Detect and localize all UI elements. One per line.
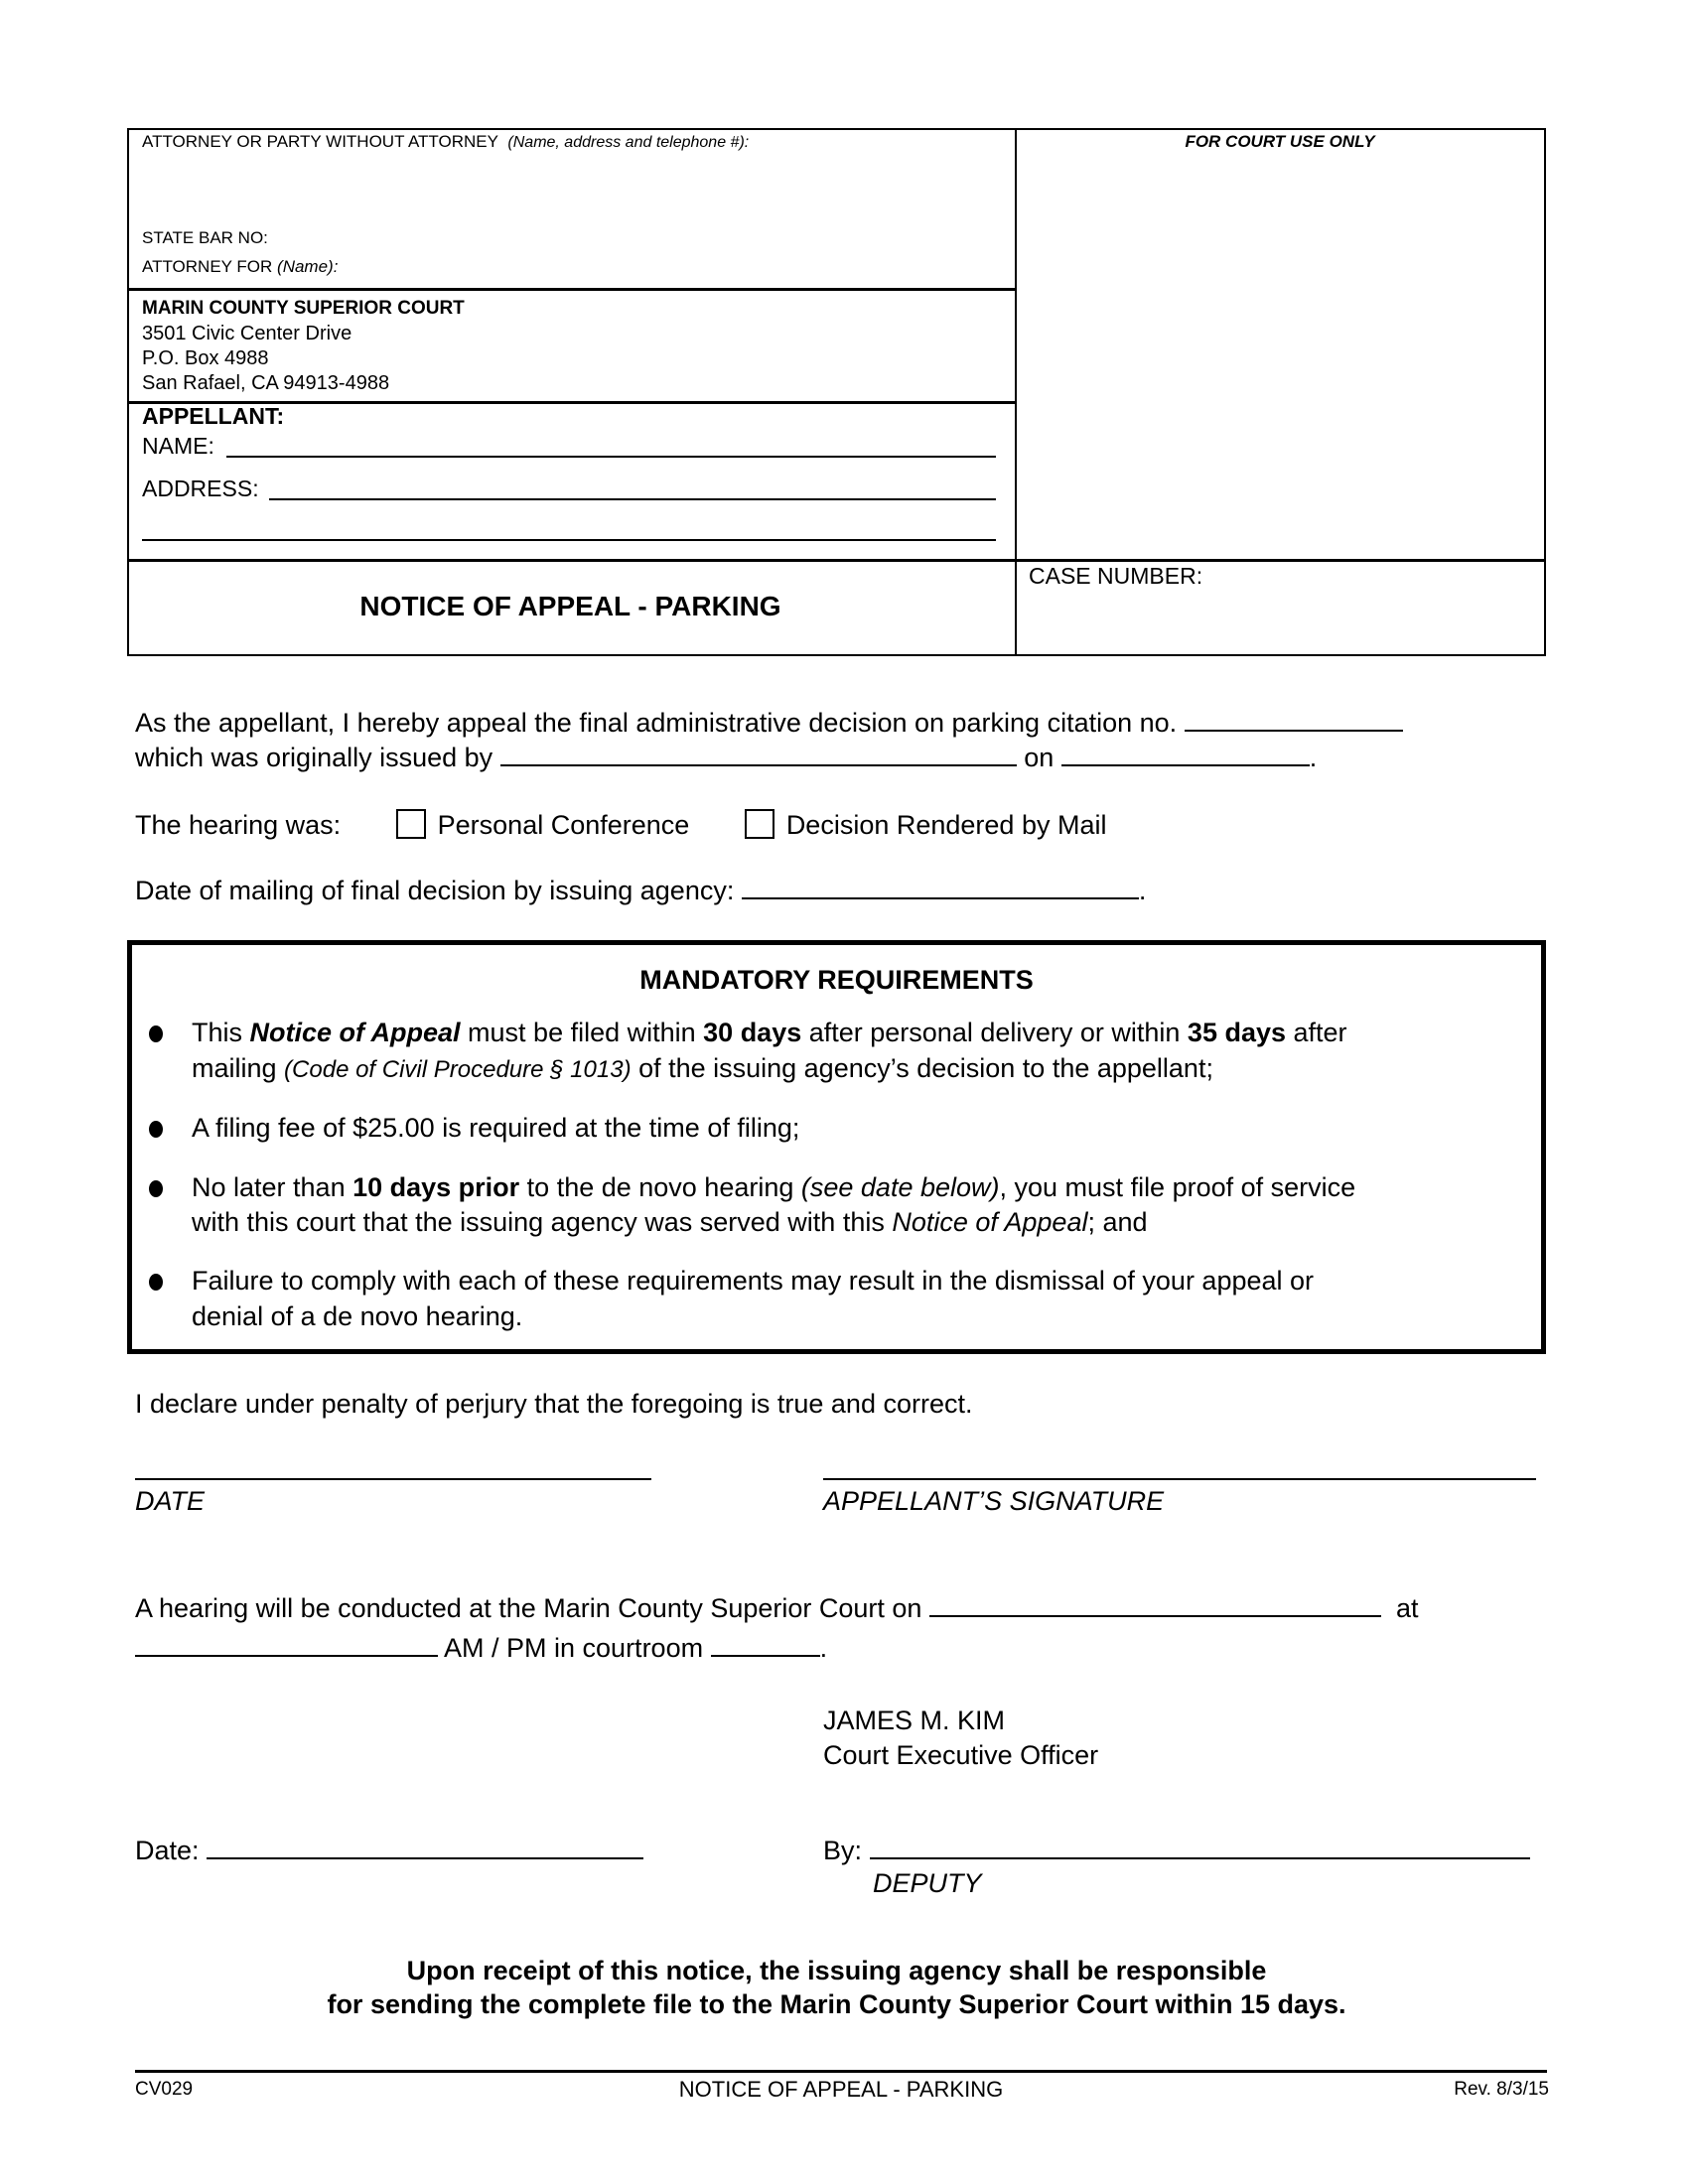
divider bbox=[129, 559, 1544, 562]
bullet-icon bbox=[149, 1121, 163, 1138]
issued-by-field[interactable] bbox=[500, 745, 1017, 766]
footer-title: NOTICE OF APPEAL - PARKING bbox=[678, 2077, 1004, 2102]
bullet-icon bbox=[149, 1180, 163, 1197]
attorney-hint: (Name, address and telephone #): bbox=[507, 134, 750, 151]
form-title: NOTICE OF APPEAL - PARKING bbox=[359, 591, 781, 621]
mandatory-title: MANDATORY REQUIREMENTS bbox=[639, 965, 1034, 995]
at-label: at bbox=[1395, 1593, 1419, 1623]
hearing-statement: A hearing will be conducted at the Marin County Superior Court on bbox=[135, 1593, 922, 1623]
citation-number-field[interactable] bbox=[1185, 710, 1403, 732]
deputy-signature-field[interactable] bbox=[870, 1838, 1530, 1859]
requirement-4: Failure to comply with each of these requirements may result in the dismissal of your appeal or bbox=[192, 1266, 1315, 1296]
divider bbox=[129, 288, 1016, 291]
attorney-for-label: ATTORNEY FOR bbox=[142, 257, 273, 276]
case-number-label: CASE NUMBER: bbox=[1029, 563, 1203, 589]
issue-date-field[interactable] bbox=[1061, 745, 1310, 766]
signature-caption: APPELLANT’S SIGNATURE bbox=[823, 1486, 1165, 1516]
decision-by-mail-label: Decision Rendered by Mail bbox=[785, 810, 1107, 840]
requirement-3-cont: with this court that the issuing agency was served with this Notice of Appeal; and bbox=[192, 1207, 1148, 1237]
date-signature-line[interactable] bbox=[135, 1478, 651, 1480]
ampm-courtroom-label: AM / PM in courtroom bbox=[444, 1633, 704, 1663]
court-use-label: FOR COURT USE ONLY bbox=[1185, 132, 1375, 151]
date-label: Date: bbox=[135, 1836, 200, 1865]
divider bbox=[1015, 130, 1017, 654]
hearing-label: The hearing was: bbox=[135, 810, 342, 840]
attorney-for-hint: (Name): bbox=[277, 257, 339, 276]
officer-title: Court Executive Officer bbox=[823, 1740, 1099, 1770]
mailing-date-field[interactable] bbox=[742, 878, 1139, 899]
declaration-text: I declare under penalty of perjury that the foregoing is true and correct. bbox=[135, 1389, 973, 1419]
issued-by-label: which was originally issued by bbox=[135, 743, 493, 772]
requirement-3: No later than 10 days prior to the de novo hearing (see date below), you must file proof of service bbox=[192, 1172, 1356, 1202]
appellant-label: APPELLANT: bbox=[142, 403, 285, 429]
personal-conference-label: Personal Conference bbox=[437, 810, 690, 840]
court-address-1: 3501 Civic Center Drive bbox=[142, 323, 352, 344]
courtroom-field[interactable] bbox=[711, 1635, 820, 1657]
notice-line-1: Upon receipt of this notice, the issuing agency shall be responsible bbox=[406, 1956, 1267, 1985]
name-field[interactable] bbox=[226, 456, 996, 458]
court-address-2: P.O. Box 4988 bbox=[142, 347, 269, 369]
by-label: By: bbox=[823, 1836, 863, 1865]
address-field-1[interactable] bbox=[269, 498, 996, 500]
appellant-signature-line[interactable] bbox=[823, 1478, 1536, 1480]
address-field-2[interactable] bbox=[142, 539, 996, 541]
court-address-3: San Rafael, CA 94913-4988 bbox=[142, 372, 390, 394]
requirement-4-cont: denial of a de novo hearing. bbox=[192, 1301, 523, 1331]
footer-rule bbox=[135, 2070, 1547, 2073]
date-field[interactable] bbox=[207, 1838, 643, 1859]
notice-line-2: for sending the complete file to the Marin County Superior Court within 15 days. bbox=[327, 1989, 1346, 2019]
on-label: on bbox=[1024, 743, 1055, 772]
officer-name: JAMES M. KIM bbox=[823, 1706, 1006, 1735]
revision-date: Rev. 8/3/15 bbox=[1454, 2079, 1549, 2100]
requirement-1: This Notice of Appeal must be filed within 30 days after personal delivery or within 35 days after bbox=[192, 1018, 1347, 1047]
deputy-caption: DEPUTY bbox=[873, 1868, 982, 1898]
court-name: MARIN COUNTY SUPERIOR COURT bbox=[142, 298, 465, 319]
hearing-time-field[interactable] bbox=[135, 1635, 438, 1657]
mailing-date-label: Date of mailing of final decision by issuing agency: bbox=[135, 876, 735, 905]
bullet-icon bbox=[149, 1274, 163, 1291]
attorney-label: ATTORNEY OR PARTY WITHOUT ATTORNEY bbox=[142, 132, 498, 151]
decision-by-mail-checkbox[interactable] bbox=[745, 809, 774, 839]
state-bar-label: STATE BAR NO: bbox=[142, 228, 268, 247]
date-caption: DATE bbox=[135, 1486, 206, 1516]
hearing-date-field[interactable] bbox=[929, 1595, 1381, 1617]
bullet-icon bbox=[149, 1025, 163, 1042]
form-code: CV029 bbox=[135, 2079, 194, 2100]
requirement-1-cont: mailing (Code of Civil Procedure § 1013) of the issuing agency’s decision to the appellant; bbox=[192, 1053, 1213, 1083]
requirement-2: A filing fee of $25.00 is required at the time of filing; bbox=[192, 1113, 800, 1143]
address-label: ADDRESS: bbox=[142, 476, 259, 501]
name-label: NAME: bbox=[142, 433, 214, 459]
personal-conference-checkbox[interactable] bbox=[396, 809, 426, 839]
appeal-statement: As the appellant, I hereby appeal the final administrative decision on parking citation no. bbox=[135, 708, 1178, 738]
